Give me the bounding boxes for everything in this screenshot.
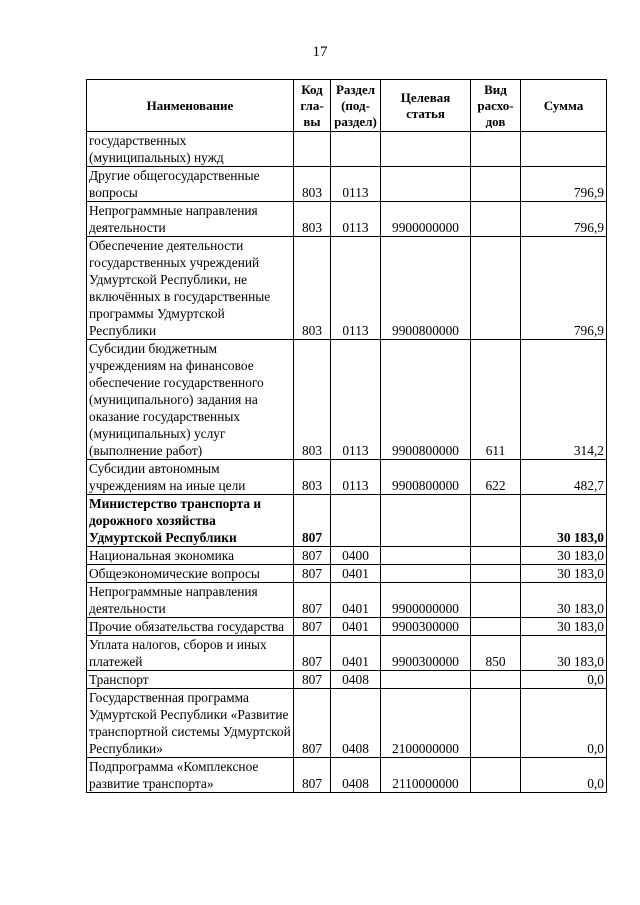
cell-name: Транспорт [87, 671, 294, 689]
cell-section: 0401 [331, 583, 381, 618]
cell-kind: 622 [471, 460, 521, 495]
cell-code: 803 [294, 237, 331, 340]
cell-sum: 796,9 [521, 202, 607, 237]
cell-sum: 30 183,0 [521, 565, 607, 583]
cell-sum: 0,0 [521, 689, 607, 758]
cell-kind [471, 202, 521, 237]
table-row [87, 340, 607, 460]
cell-section: 0401 [331, 565, 381, 583]
cell-section: 0113 [331, 167, 381, 202]
table-row [87, 237, 607, 340]
cell-name: Обеспечение деятельности государственных учреждений Удмуртской Республики, не включённых в государственные программы Удмуртской Республики [87, 237, 294, 340]
cell-section: 0401 [331, 636, 381, 671]
cell-section [331, 495, 381, 547]
cell-kind [471, 689, 521, 758]
table-row [87, 758, 607, 793]
cell-name: Уплата налогов, сборов и иных платежей [87, 636, 294, 671]
cell-name: Непрограммные направления деятельности [87, 583, 294, 618]
table-row [87, 547, 607, 565]
table-row [87, 636, 607, 671]
cell-target: 9900000000 [381, 202, 471, 237]
cell-kind [471, 167, 521, 202]
cell-name: Общеэкономические вопросы [87, 565, 294, 583]
cell-code: 807 [294, 671, 331, 689]
cell-name: Субсидии автономным учреждениям на иные цели [87, 460, 294, 495]
cell-section: 0113 [331, 340, 381, 460]
cell-target [381, 547, 471, 565]
budget-table [86, 79, 607, 793]
cell-target: 9900800000 [381, 237, 471, 340]
cell-target: 2110000000 [381, 758, 471, 793]
cell-target: 9900000000 [381, 583, 471, 618]
cell-code [294, 132, 331, 167]
cell-target: 9900800000 [381, 340, 471, 460]
cell-sum: 30 183,0 [521, 583, 607, 618]
cell-target: 9900300000 [381, 636, 471, 671]
cell-sum: 30 183,0 [521, 618, 607, 636]
cell-name: Государственная программа Удмуртской Республики «Развитие транспортной системы Удмуртской Республики» [87, 689, 294, 758]
header-section: Раздел (под- раздел) [331, 80, 381, 132]
table-row [87, 167, 607, 202]
cell-code: 807 [294, 618, 331, 636]
cell-kind [471, 618, 521, 636]
cell-code: 807 [294, 547, 331, 565]
cell-name: Прочие обязательства государства [87, 618, 294, 636]
cell-section: 0408 [331, 689, 381, 758]
header-kind: Вид расхо- дов [471, 80, 521, 132]
cell-name: Другие общегосударственные вопросы [87, 167, 294, 202]
cell-section: 0408 [331, 671, 381, 689]
cell-name: Подпрограмма «Комплексное развитие транспорта» [87, 758, 294, 793]
cell-kind [471, 495, 521, 547]
cell-section: 0113 [331, 237, 381, 340]
cell-sum: 314,2 [521, 340, 607, 460]
cell-section [331, 132, 381, 167]
cell-section: 0113 [331, 460, 381, 495]
cell-sum: 796,9 [521, 237, 607, 340]
cell-target [381, 167, 471, 202]
cell-section: 0401 [331, 618, 381, 636]
table-row [87, 565, 607, 583]
table-header-row [87, 80, 607, 132]
cell-sum: 796,9 [521, 167, 607, 202]
cell-target [381, 495, 471, 547]
cell-kind [471, 237, 521, 340]
cell-sum: 0,0 [521, 758, 607, 793]
cell-kind [471, 132, 521, 167]
table-row [87, 618, 607, 636]
cell-section: 0113 [331, 202, 381, 237]
cell-code: 803 [294, 167, 331, 202]
cell-sum: 30 183,0 [521, 495, 607, 547]
cell-code: 807 [294, 495, 331, 547]
cell-kind [471, 758, 521, 793]
cell-code: 803 [294, 340, 331, 460]
cell-sum: 0,0 [521, 671, 607, 689]
cell-name: государственных (муниципальных) нужд [87, 132, 294, 167]
cell-kind [471, 565, 521, 583]
header-target: Целевая статья [381, 80, 471, 132]
cell-code: 807 [294, 583, 331, 618]
cell-code: 807 [294, 689, 331, 758]
cell-code: 807 [294, 758, 331, 793]
table-row [87, 132, 607, 167]
cell-target [381, 565, 471, 583]
cell-kind: 850 [471, 636, 521, 671]
cell-code: 807 [294, 636, 331, 671]
cell-kind [471, 547, 521, 565]
cell-code: 803 [294, 460, 331, 495]
cell-sum: 482,7 [521, 460, 607, 495]
table-row [87, 689, 607, 758]
cell-kind: 611 [471, 340, 521, 460]
cell-section: 0400 [331, 547, 381, 565]
cell-sum: 30 183,0 [521, 547, 607, 565]
cell-target: 9900800000 [381, 460, 471, 495]
table-row [87, 202, 607, 237]
header-name: Наименование [87, 80, 294, 132]
table-row [87, 495, 607, 547]
cell-target [381, 132, 471, 167]
cell-name: Непрограммные направления деятельности [87, 202, 294, 237]
table-row [87, 583, 607, 618]
cell-target: 2100000000 [381, 689, 471, 758]
cell-target [381, 671, 471, 689]
cell-sum [521, 132, 607, 167]
header-sum: Сумма [521, 80, 607, 132]
cell-section: 0408 [331, 758, 381, 793]
cell-code: 803 [294, 202, 331, 237]
page-number: 17 [312, 44, 328, 60]
cell-sum: 30 183,0 [521, 636, 607, 671]
cell-name: Национальная экономика [87, 547, 294, 565]
cell-name: Субсидии бюджетным учреждениям на финансовое обеспечение государственного (муниципального) задания на оказание государственных (муниципальных) услуг (выполнение работ) [87, 340, 294, 460]
cell-target: 9900300000 [381, 618, 471, 636]
cell-code: 807 [294, 565, 331, 583]
header-code: Код гла- вы [294, 80, 331, 132]
cell-kind [471, 671, 521, 689]
cell-kind [471, 583, 521, 618]
cell-name: Министерство транспорта и дорожного хозяйства Удмуртской Республики [87, 495, 294, 547]
table-row [87, 460, 607, 495]
table-row [87, 671, 607, 689]
